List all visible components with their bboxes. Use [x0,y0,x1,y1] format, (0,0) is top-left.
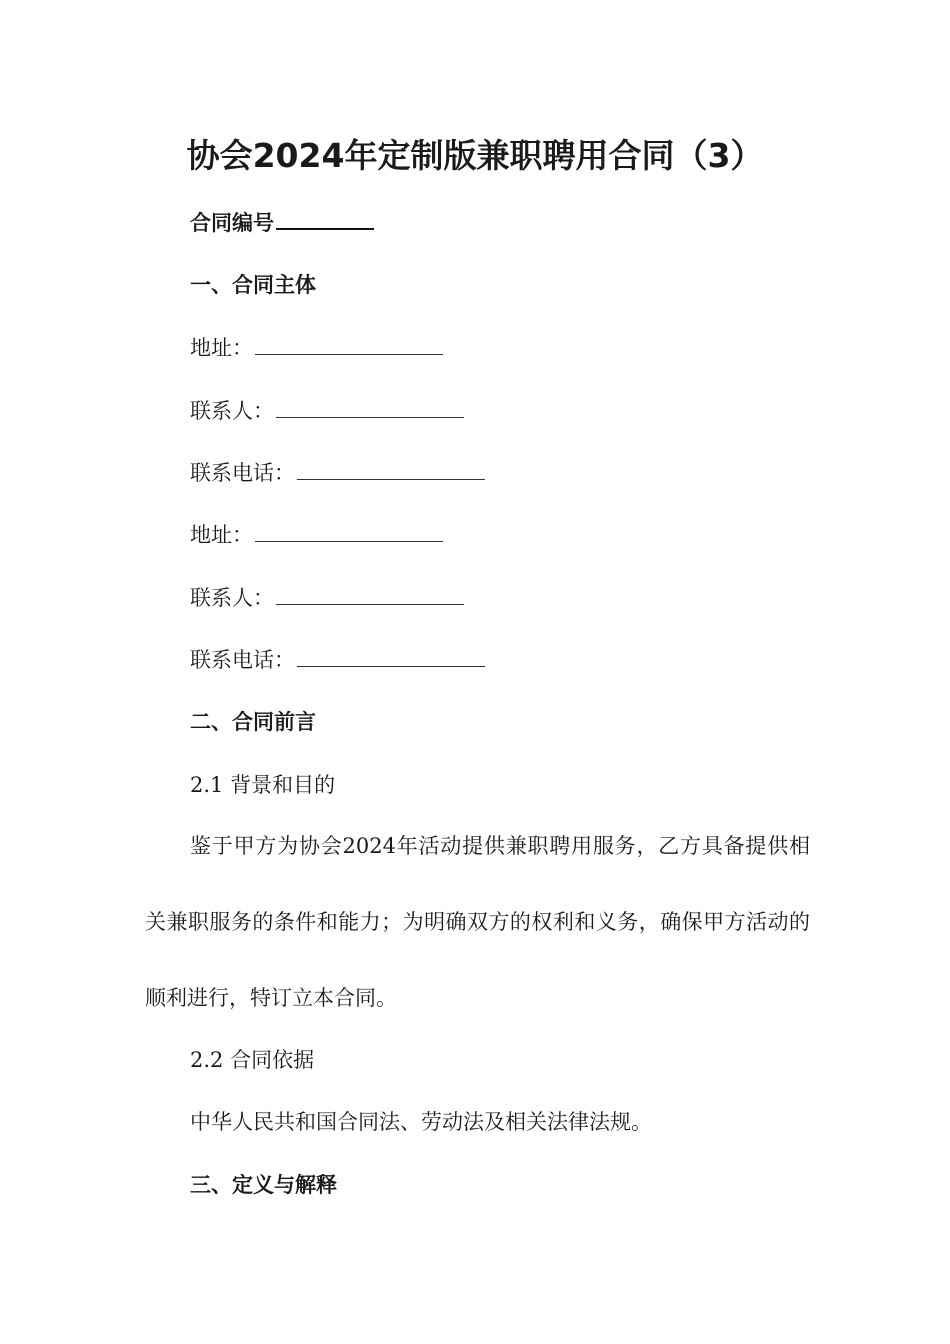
party-b-phone-line [190,644,485,674]
field-label: 联系电话： [190,648,295,672]
field-label: 联系电话： [190,461,295,485]
subsection-2-1: 2.1 背景和目的 [190,773,336,797]
contract-number-line [190,207,374,237]
party-b-contact-line [190,582,464,612]
party-a-contact-line [190,395,464,425]
field-label: 地址： [190,336,253,360]
contact-blank[interactable] [276,603,464,605]
field-label: 地址： [190,523,253,547]
party-a-phone-line [190,457,485,487]
party-a-address-line [190,332,443,362]
phone-blank[interactable] [297,478,485,480]
contact-blank[interactable] [276,416,464,418]
section2-heading: 二、合同前言 [190,710,316,734]
phone-blank[interactable] [297,665,485,667]
field-label: 联系人： [190,586,274,610]
contract-number-label: 合同编号 [190,211,274,235]
address-blank[interactable] [255,353,443,355]
background-paragraph: 鉴于甲方为协会2024年活动提供兼职聘用服务，乙方具备提供相关兼职服务的条件和能力；为明确双方的权利和义务，确保甲方活动的顺利进行，特订立本合同。 [145,834,810,1010]
document-title: 协会2024年定制版兼职聘用合同（3） [186,136,764,175]
party-b-address-line [190,519,443,549]
address-blank[interactable] [255,540,443,542]
contract-number-blank[interactable] [276,227,374,230]
field-label: 联系人： [190,399,274,423]
section3-heading: 三、定义与解释 [190,1173,337,1197]
section1-heading: 一、合同主体 [190,273,316,297]
subsection-2-2: 2.2 合同依据 [190,1048,315,1072]
basis-paragraph: 中华人民共和国合同法、劳动法及相关法律法规。 [190,1110,652,1134]
